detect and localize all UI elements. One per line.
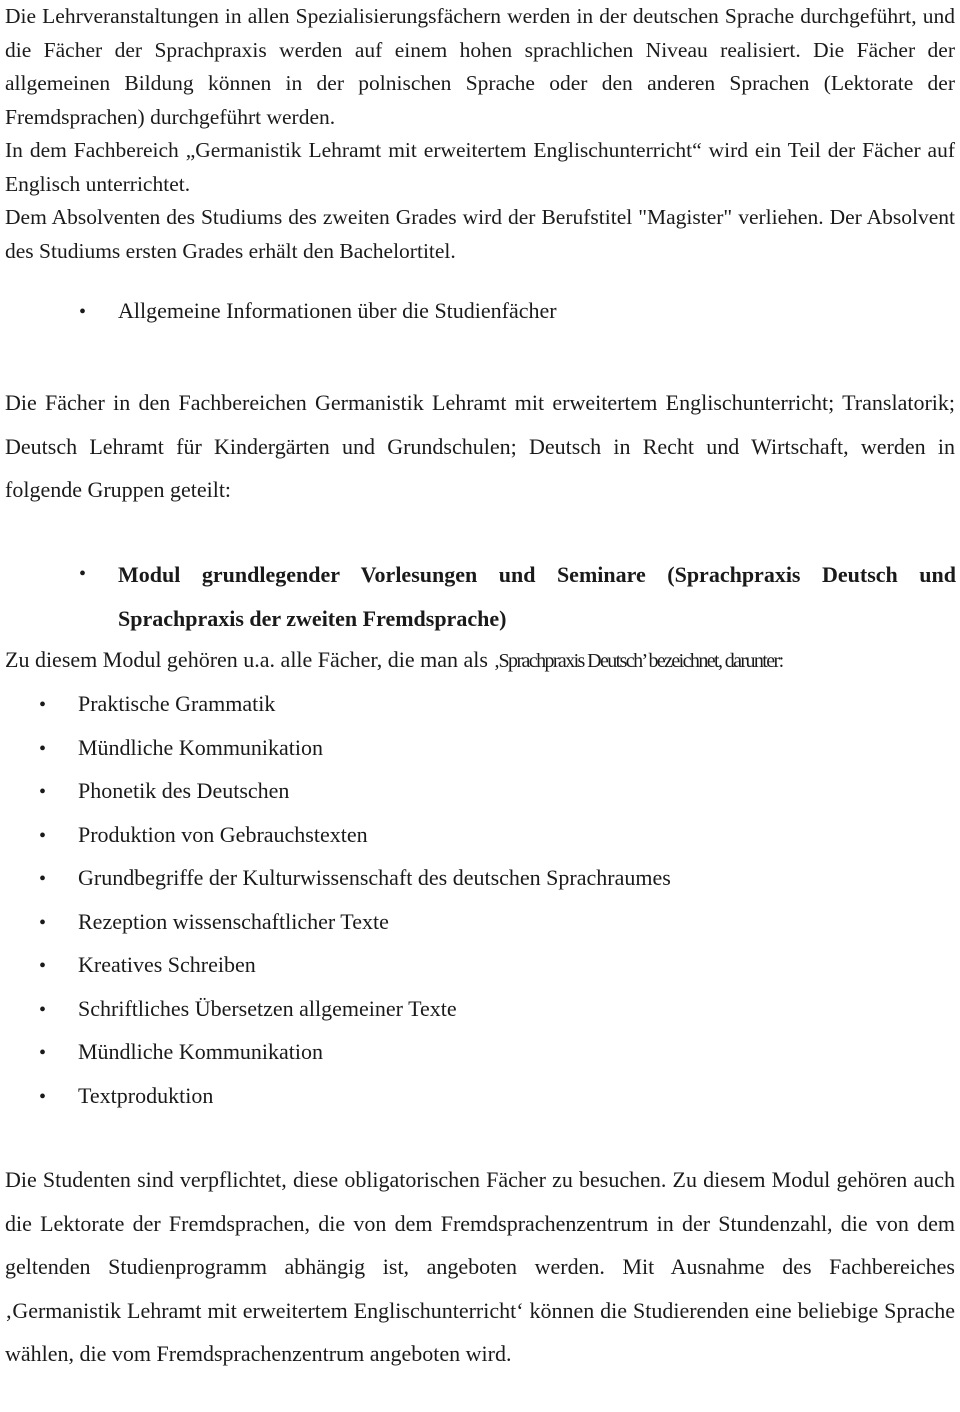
final-paragraph-text: Die Studenten sind verpflichtet, diese obligatorischen Fächer zu besuchen. Zu diesem Modul gehören auch die Lektorate der Fremdsprachen, die von dem Fremdsprachenzentrum in der Stundenzahl, die von dem geltenden Studienprogramm abhängig ist, angeboten werden. Mit Ausnahme des Fachbereiches ‚Germanistik Lehramt mit erweitertem Englischunterricht‘ können die Studierenden eine beliebige Sprache wählen, die vom Fremdsprachenzentrum angeboten wird.	[5, 1167, 955, 1367]
final-paragraph	[5, 1158, 955, 1376]
bullet-icon: •	[39, 998, 47, 1021]
list-item-text: Mündliche Kommunikation	[78, 1039, 324, 1064]
info-heading	[79, 294, 557, 329]
faecher-paragraph	[5, 381, 955, 512]
info-heading-text: Allgemeine Informationen über die Studienfächer	[118, 298, 557, 323]
bullet-icon: •	[39, 1085, 47, 1108]
module-intro-text: Zu diesem Modul gehören u.a. alle Fächer, die man als	[5, 647, 488, 672]
bullet-icon: •	[79, 563, 87, 585]
list-item-text: Rezeption wissenschaftlicher Texte	[78, 908, 389, 934]
bullet-icon: •	[79, 301, 87, 323]
list-item	[39, 987, 671, 1031]
list-item	[39, 1030, 671, 1074]
bullet-icon: •	[39, 694, 47, 716]
list-item	[39, 856, 671, 900]
bullet-icon: •	[39, 868, 47, 890]
list-item-text: Produktion von Gebrauchstexten	[78, 821, 368, 847]
intro-section	[5, 0, 955, 268]
modul-heading	[79, 553, 956, 640]
module-intro-condensed: ‚Sprachpraxis Deutsch’ bezeichnet, darunter:	[493, 650, 783, 672]
list-item	[39, 900, 671, 944]
bullet-icon: •	[39, 824, 47, 847]
list-item	[39, 682, 671, 726]
list-item	[39, 813, 671, 857]
bullet-icon: •	[39, 737, 47, 760]
list-item-text: Kreatives Schreiben	[78, 952, 256, 977]
modul-heading-text: Modul grundlegender Vorlesungen und Seminare (Sprachpraxis Deutsch und Sprachpraxis der zweiten Fremdsprache)	[118, 562, 956, 631]
bullet-icon: •	[39, 781, 47, 803]
list-item	[39, 769, 671, 813]
bullet-icon: •	[39, 1042, 47, 1064]
intro-paragraph-2: In dem Fachbereich „Germanistik Lehramt mit erweitertem Englischunterricht“ wird ein Teil der Fächer auf Englisch unterrichtet.	[5, 138, 955, 196]
list-item	[39, 1074, 671, 1118]
list-item-text: Mündliche Kommunikation	[78, 734, 324, 760]
list-item	[39, 726, 671, 770]
intro-paragraph-3: Dem Absolventen des Studiums des zweiten Grades wird der Berufstitel "Magister" verliehen. Der Absolvent des Studiums ersten Grades erhält den Bachelortitel.	[5, 205, 955, 263]
bullet-icon: •	[39, 955, 47, 977]
module-intro	[5, 643, 960, 678]
faecher-paragraph-text: Die Fächer in den Fachbereichen Germanistik Lehramt mit erweitertem Englischunterricht; Translatorik; Deutsch Lehramt für Kindergärten und Grundschulen; Deutsch in Recht und Wirtschaft, werden in folgende Gruppen geteilt:	[5, 390, 955, 502]
subject-list	[39, 682, 671, 1117]
list-item-text: Phonetik des Deutschen	[78, 778, 290, 803]
list-item-text: Textproduktion	[78, 1082, 214, 1108]
list-item-text: Praktische Grammatik	[78, 691, 276, 716]
list-item-text: Grundbegriffe der Kulturwissenschaft des deutschen Sprachraumes	[78, 865, 671, 890]
intro-paragraph-1: Die Lehrveranstaltungen in allen Spezialisierungsfächern werden in der deutschen Sprache durchgeführt, und die Fächer der Sprachpraxis werden auf einem hohen sprachlichen Niveau realisiert. Die Fächer der allgemeinen Bildung können in der polnischen Sprache oder den anderen Sprachen (Lektorate der Fremdsprachen) durchgeführt werden.	[5, 4, 955, 129]
list-item-text: Schriftliches Übersetzen allgemeiner Texte	[78, 995, 457, 1021]
bullet-icon: •	[39, 911, 47, 934]
list-item	[39, 943, 671, 987]
